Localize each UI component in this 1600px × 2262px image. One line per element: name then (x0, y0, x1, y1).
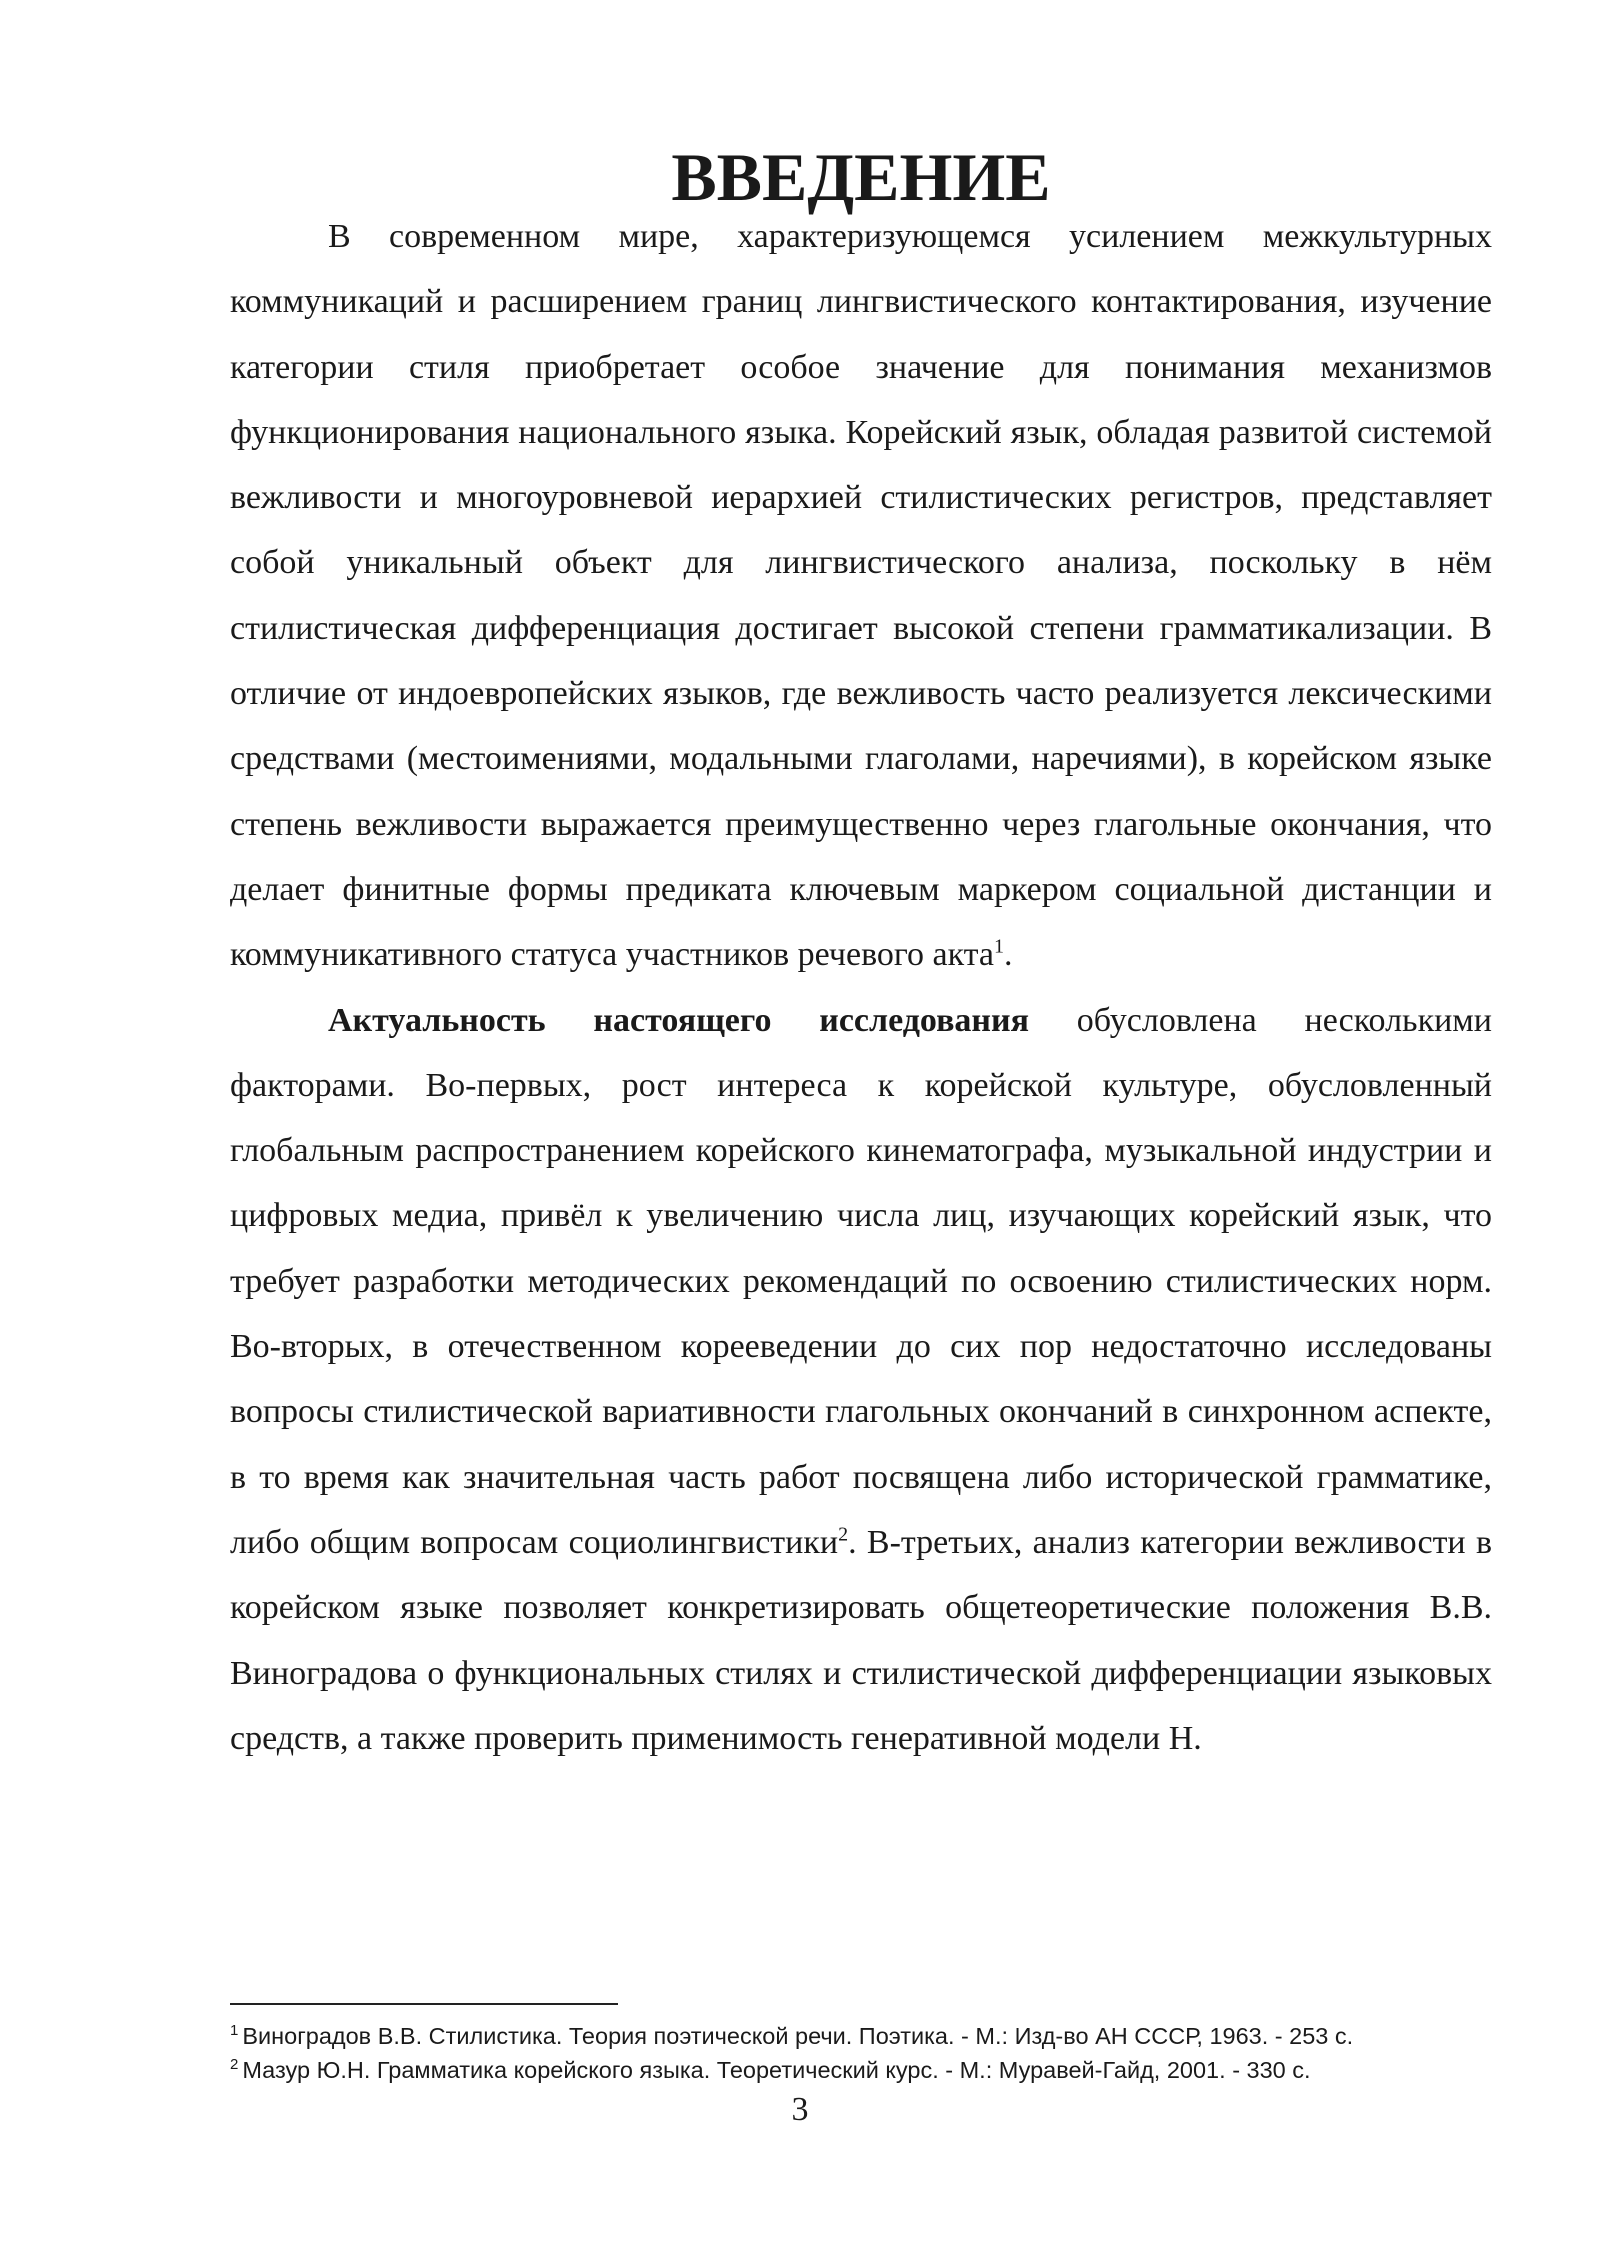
paragraph-relevance (230, 988, 1492, 1772)
footnote-mark: 1 (230, 2022, 239, 2040)
page-number: 3 (791, 2091, 809, 2128)
paragraph-text: В современном мире, характеризующемся усилением межкультурных коммуникаций и расширением границ лингвистического контактирования, изучение категории стиля приобретает особое значение для понимания механизмов функционирования национального языка. Корейский язык, обладая развитой системой вежливости и многоуровневой иерархией стилистических регистров, представляет собой уникальный объект для лингвистического анализа, поскольку в нём стилистическая дифференциация достигает высокой степени грамматикализации. В отличие от индоевропейских языков, где вежливость часто реализуется лексическими средствами (местоимениями, модальными глаголами, наречиями), в корейском языке степень вежливости выражается преимущественно через глагольные окончания, что делает финитные формы предиката ключевым маркером социальной дистанции и коммуникативного статуса участников речевого акта (230, 218, 1492, 974)
document-page (230, 139, 1493, 1771)
footnote-text: Мазур Ю.Н. Грамматика корейского языка. Теоретический курс. - М.: Муравей-Гайд, 2001. - 330 с. (242, 2057, 1311, 2083)
footnote-item (230, 2019, 1492, 2053)
paragraph-text: обусловлена несколькими факторами. Во-первых, рост интереса к корейской культуре, обусловленный глобальным распространением корейского кинематографа, музыкальной индустрии и цифровых медиа, привёл к увеличению числа лиц, изучающих корейский язык, что требует разработки методических рекомендаций по освоению стилистических норм. Во-вторых, в отечественном корееведении до сих пор недостаточно исследованы вопросы стилистической вариативности глагольных окончаний в синхронном аспекте, в то время как значительная часть работ посвящена либо исторической грамматике, либо общим вопросам социолингвистики (230, 1001, 1492, 1561)
paragraph-lead-bold: Актуальность настоящего исследования (328, 1001, 1030, 1039)
footnotes-section (230, 2003, 1492, 2087)
footnote-reference[interactable]: 2 (838, 1523, 849, 1546)
paragraph-introduction (230, 204, 1492, 988)
page-title: ВВЕДЕНИЕ (671, 139, 1051, 215)
paragraph-tail: . (1004, 936, 1013, 974)
footnote-separator (230, 2003, 618, 2005)
footnote-item (230, 2053, 1492, 2087)
footnote-reference[interactable]: 1 (994, 935, 1005, 958)
footnote-mark: 2 (230, 2056, 239, 2074)
footnote-text: Виноградов В.В. Стилистика. Теория поэтической речи. Поэтика. - М.: Изд-во АН СССР, 1963. - 253 с. (242, 2023, 1354, 2049)
paragraph-text-continued: . В-третьих, анализ категории вежливости в корейском языке позволяет конкретизировать общетеоретические положения В.В. Виноградова о функциональных стилях и стилистической дифференциации языковых средств, а также проверить применимость генеративной модели Н. (230, 1523, 1493, 1757)
